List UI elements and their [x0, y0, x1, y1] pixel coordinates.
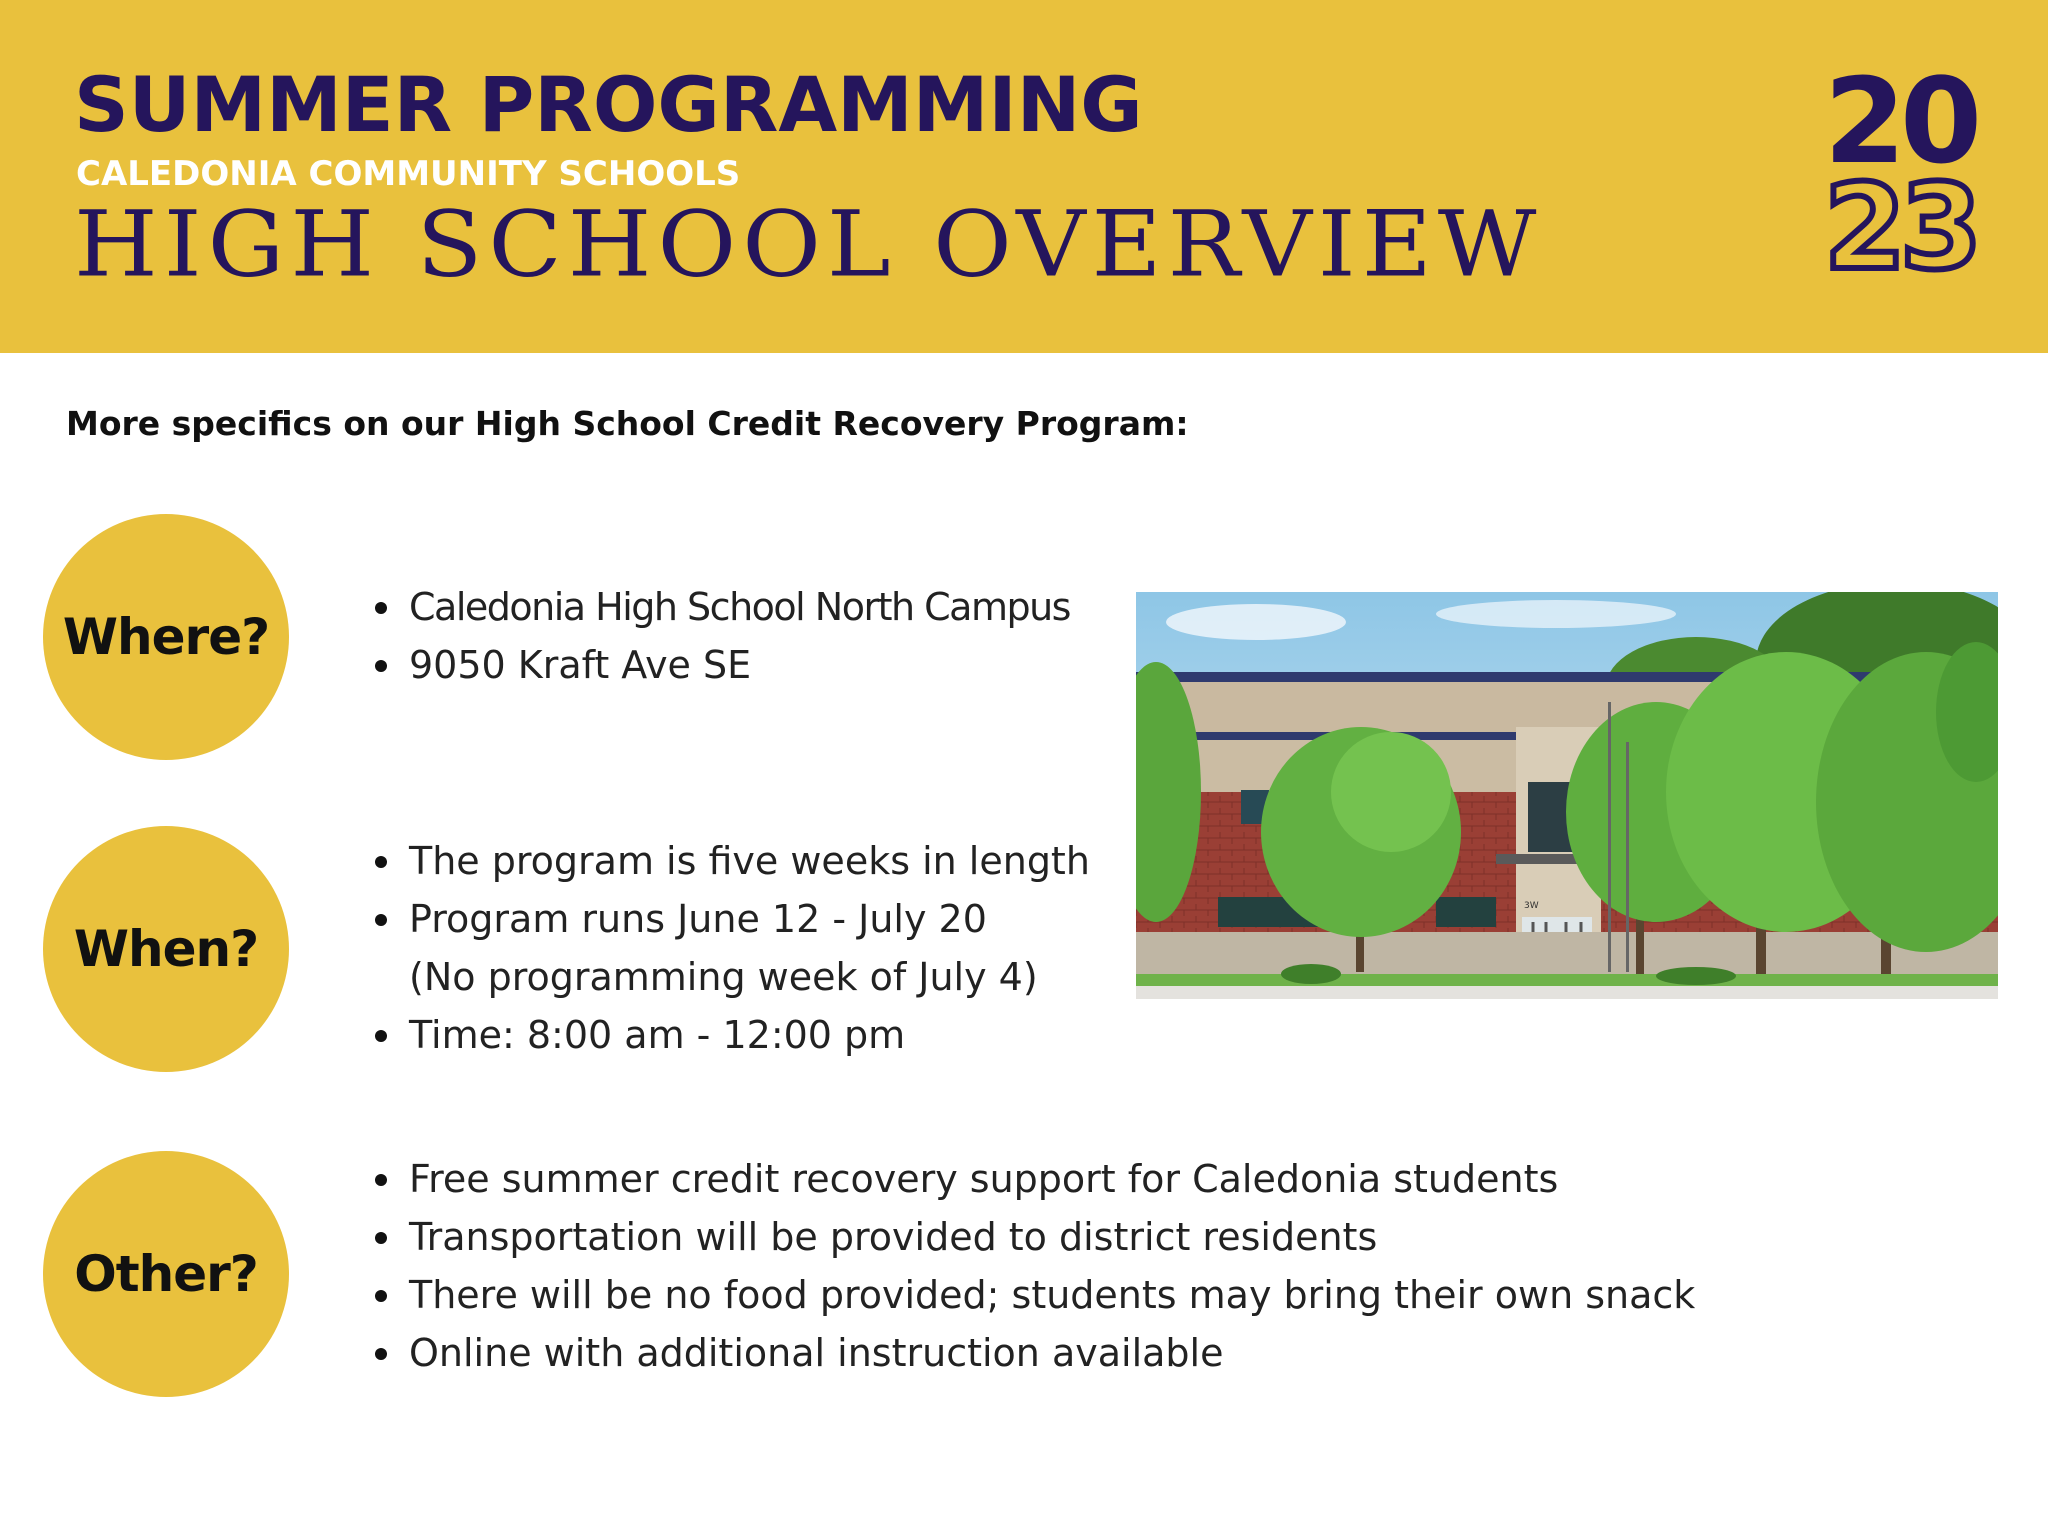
list-item-continuation: [409, 948, 1090, 1006]
bullet-dot: [375, 602, 387, 614]
other-label: Other?: [74, 1245, 258, 1303]
bullet-dot: [375, 1348, 387, 1360]
bullet-dot: [375, 1290, 387, 1302]
header-banner: [0, 0, 2048, 353]
stone-base: [1136, 932, 1998, 974]
bullet-dot: [375, 1232, 387, 1244]
tree: [1331, 732, 1451, 852]
list-item-text: Free summer credit recovery support for Caledonia students: [409, 1157, 1559, 1201]
list-item-text: Caledonia High School North Campus: [409, 585, 1070, 629]
bullet-dot: [375, 1030, 387, 1042]
list-item-text: Program runs June 12 - July 20: [409, 897, 987, 941]
bullet-dot: [375, 914, 387, 926]
list-item: [409, 578, 1070, 636]
list-item: [409, 890, 1090, 948]
list-item-text: 9050 Kraft Ave SE: [409, 643, 752, 687]
window: [1436, 897, 1496, 927]
shrub: [1281, 964, 1341, 984]
where-circle: [43, 514, 289, 760]
sidewalk: [1136, 986, 1998, 999]
list-item: [409, 1266, 1695, 1324]
year-top: 20: [1823, 52, 1977, 190]
list-item-text: Online with additional instruction available: [409, 1331, 1224, 1375]
list-item: [409, 832, 1090, 890]
flag-pole: [1626, 742, 1629, 972]
cloud: [1436, 600, 1676, 628]
list-item-text: (No programming week of July 4): [409, 955, 1038, 999]
cloud: [1166, 604, 1346, 640]
bullet-dot: [375, 1174, 387, 1186]
flag-pole: [1608, 702, 1611, 972]
list-item: [409, 1150, 1695, 1208]
bullet-dot: [375, 856, 387, 868]
list-item: [409, 1006, 1090, 1064]
intro-text: More specifics on our High School Credit Recovery Program:: [66, 404, 1189, 443]
list-item-text: Transportation will be provided to district residents: [409, 1215, 1378, 1259]
organization-name: CALEDONIA COMMUNITY SCHOOLS: [76, 154, 741, 194]
when-label: When?: [73, 920, 259, 978]
list-item-text: The program is five weeks in length: [409, 839, 1090, 883]
list-item: [409, 636, 1070, 694]
other-list: [409, 1150, 1695, 1382]
where-list: [409, 578, 1070, 694]
bullet-dot: [375, 660, 387, 672]
overview-subtitle: HIGH SCHOOL OVERVIEW: [74, 191, 1543, 298]
list-item: [409, 1208, 1695, 1266]
school-building-photo: [1136, 592, 1998, 999]
when-circle: [43, 826, 289, 1072]
year-bottom: 23: [1823, 158, 1977, 296]
list-item-text: There will be no food provided; students may bring their own snack: [409, 1273, 1696, 1317]
shrub: [1656, 967, 1736, 985]
list-item: [409, 1324, 1695, 1382]
year-badge: [1800, 52, 2000, 296]
where-label: Where?: [62, 608, 270, 666]
list-item-text: Time: 8:00 am - 12:00 pm: [409, 1013, 906, 1057]
door-sign: 3W: [1524, 901, 1539, 911]
when-list: [409, 832, 1090, 1064]
other-circle: [43, 1151, 289, 1397]
page-title: SUMMER PROGRAMMING: [74, 60, 1143, 149]
